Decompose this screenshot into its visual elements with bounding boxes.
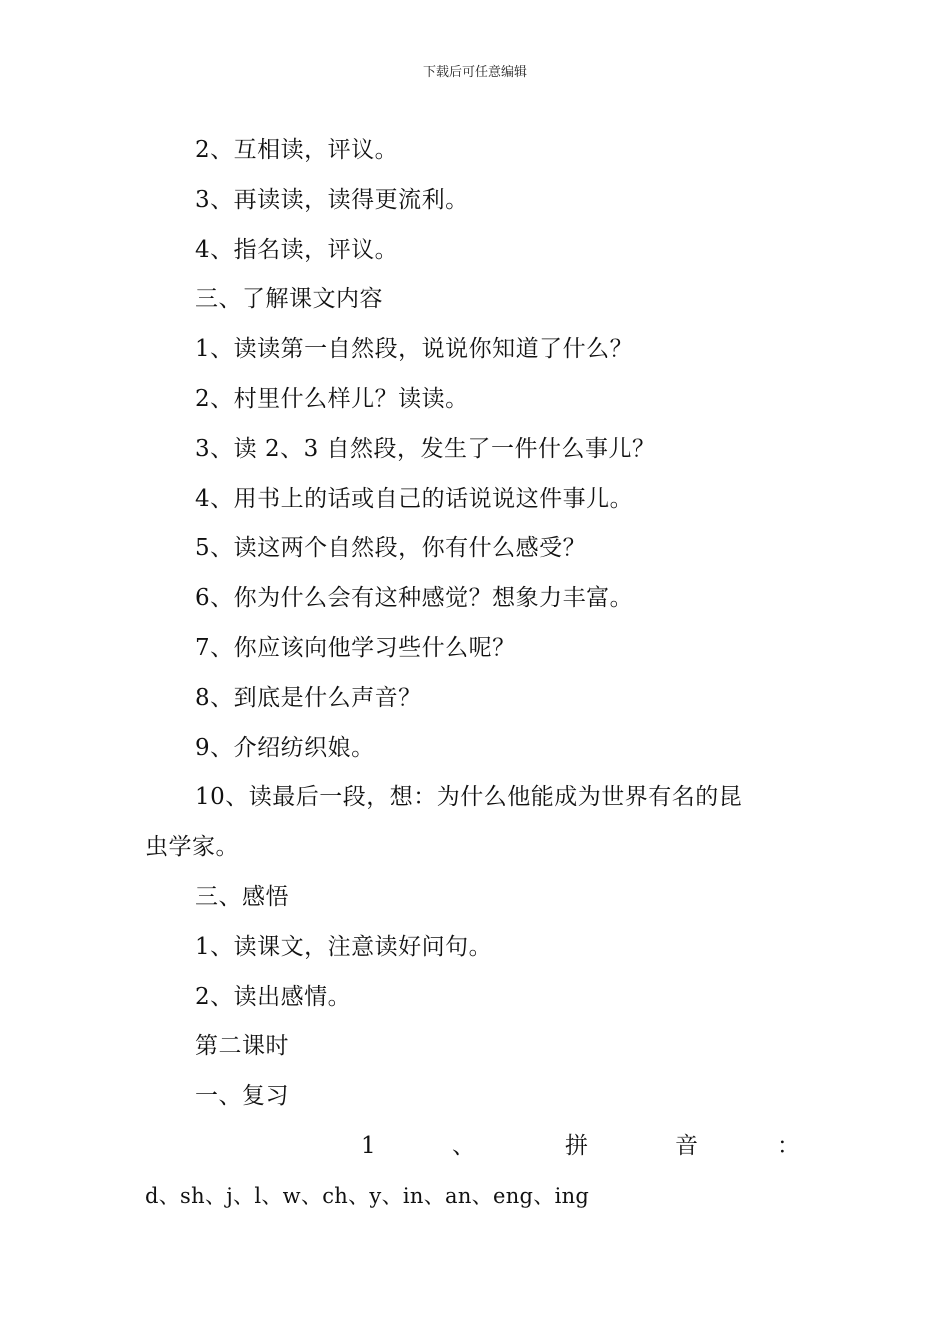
pinyin-heading-colon: ： bbox=[777, 1132, 801, 1159]
paragraph-line-continuation: 虫学家。 bbox=[145, 834, 239, 861]
paragraph-line: 5、读这两个自然段，你有什么感受？ bbox=[195, 535, 587, 562]
section-heading: 三、感悟 bbox=[195, 883, 289, 910]
paragraph-line: 2、村里什么样儿？读读。 bbox=[195, 385, 469, 412]
paragraph-line: 6、你为什么会有这种感觉？想象力丰富。 bbox=[195, 585, 634, 612]
paragraph-line: 3、再读读，读得更流利。 bbox=[195, 186, 469, 213]
paragraph-line: 3、读 2、3 自然段，发生了一件什么事儿？ bbox=[195, 435, 656, 462]
section-heading: 三、了解课文内容 bbox=[195, 286, 383, 313]
pinyin-heading-separator: 、 bbox=[452, 1132, 476, 1159]
lesson-heading: 第二课时 bbox=[195, 1033, 289, 1060]
paragraph-line: 7、你应该向他学习些什么呢？ bbox=[195, 634, 516, 661]
pinyin-heading-char2: 音 bbox=[675, 1132, 699, 1159]
paragraph-line: 9、介绍纺织娘。 bbox=[195, 734, 375, 761]
page-header: 下载后可任意编辑 bbox=[422, 65, 527, 80]
pinyin-heading-char1: 拼 bbox=[565, 1132, 589, 1159]
pinyin-list: d、sh、j、l、w、ch、y、in、an、eng、ing bbox=[145, 1183, 590, 1208]
paragraph-line: 1、读读第一自然段，说说你知道了什么？ bbox=[195, 336, 634, 363]
paragraph-line: 2、读出感情。 bbox=[195, 983, 352, 1010]
section-heading: 一、复习 bbox=[195, 1083, 289, 1110]
paragraph-line: 10、读最后一段，想：为什么他能成为世界有名的昆 bbox=[195, 784, 743, 811]
document-body bbox=[145, 126, 810, 1222]
paragraph-line: 4、指名读，评议。 bbox=[195, 236, 399, 263]
paragraph-line: 1、读课文，注意读好问句。 bbox=[195, 933, 493, 960]
pinyin-heading bbox=[145, 1122, 810, 1172]
pinyin-heading-number: 1 bbox=[361, 1132, 377, 1159]
paragraph-line: 2、互相读，评议。 bbox=[195, 137, 399, 163]
paragraph-line: 8、到底是什么声音？ bbox=[195, 684, 422, 711]
paragraph-line: 4、用书上的话或自己的话说说这件事儿。 bbox=[195, 485, 634, 512]
